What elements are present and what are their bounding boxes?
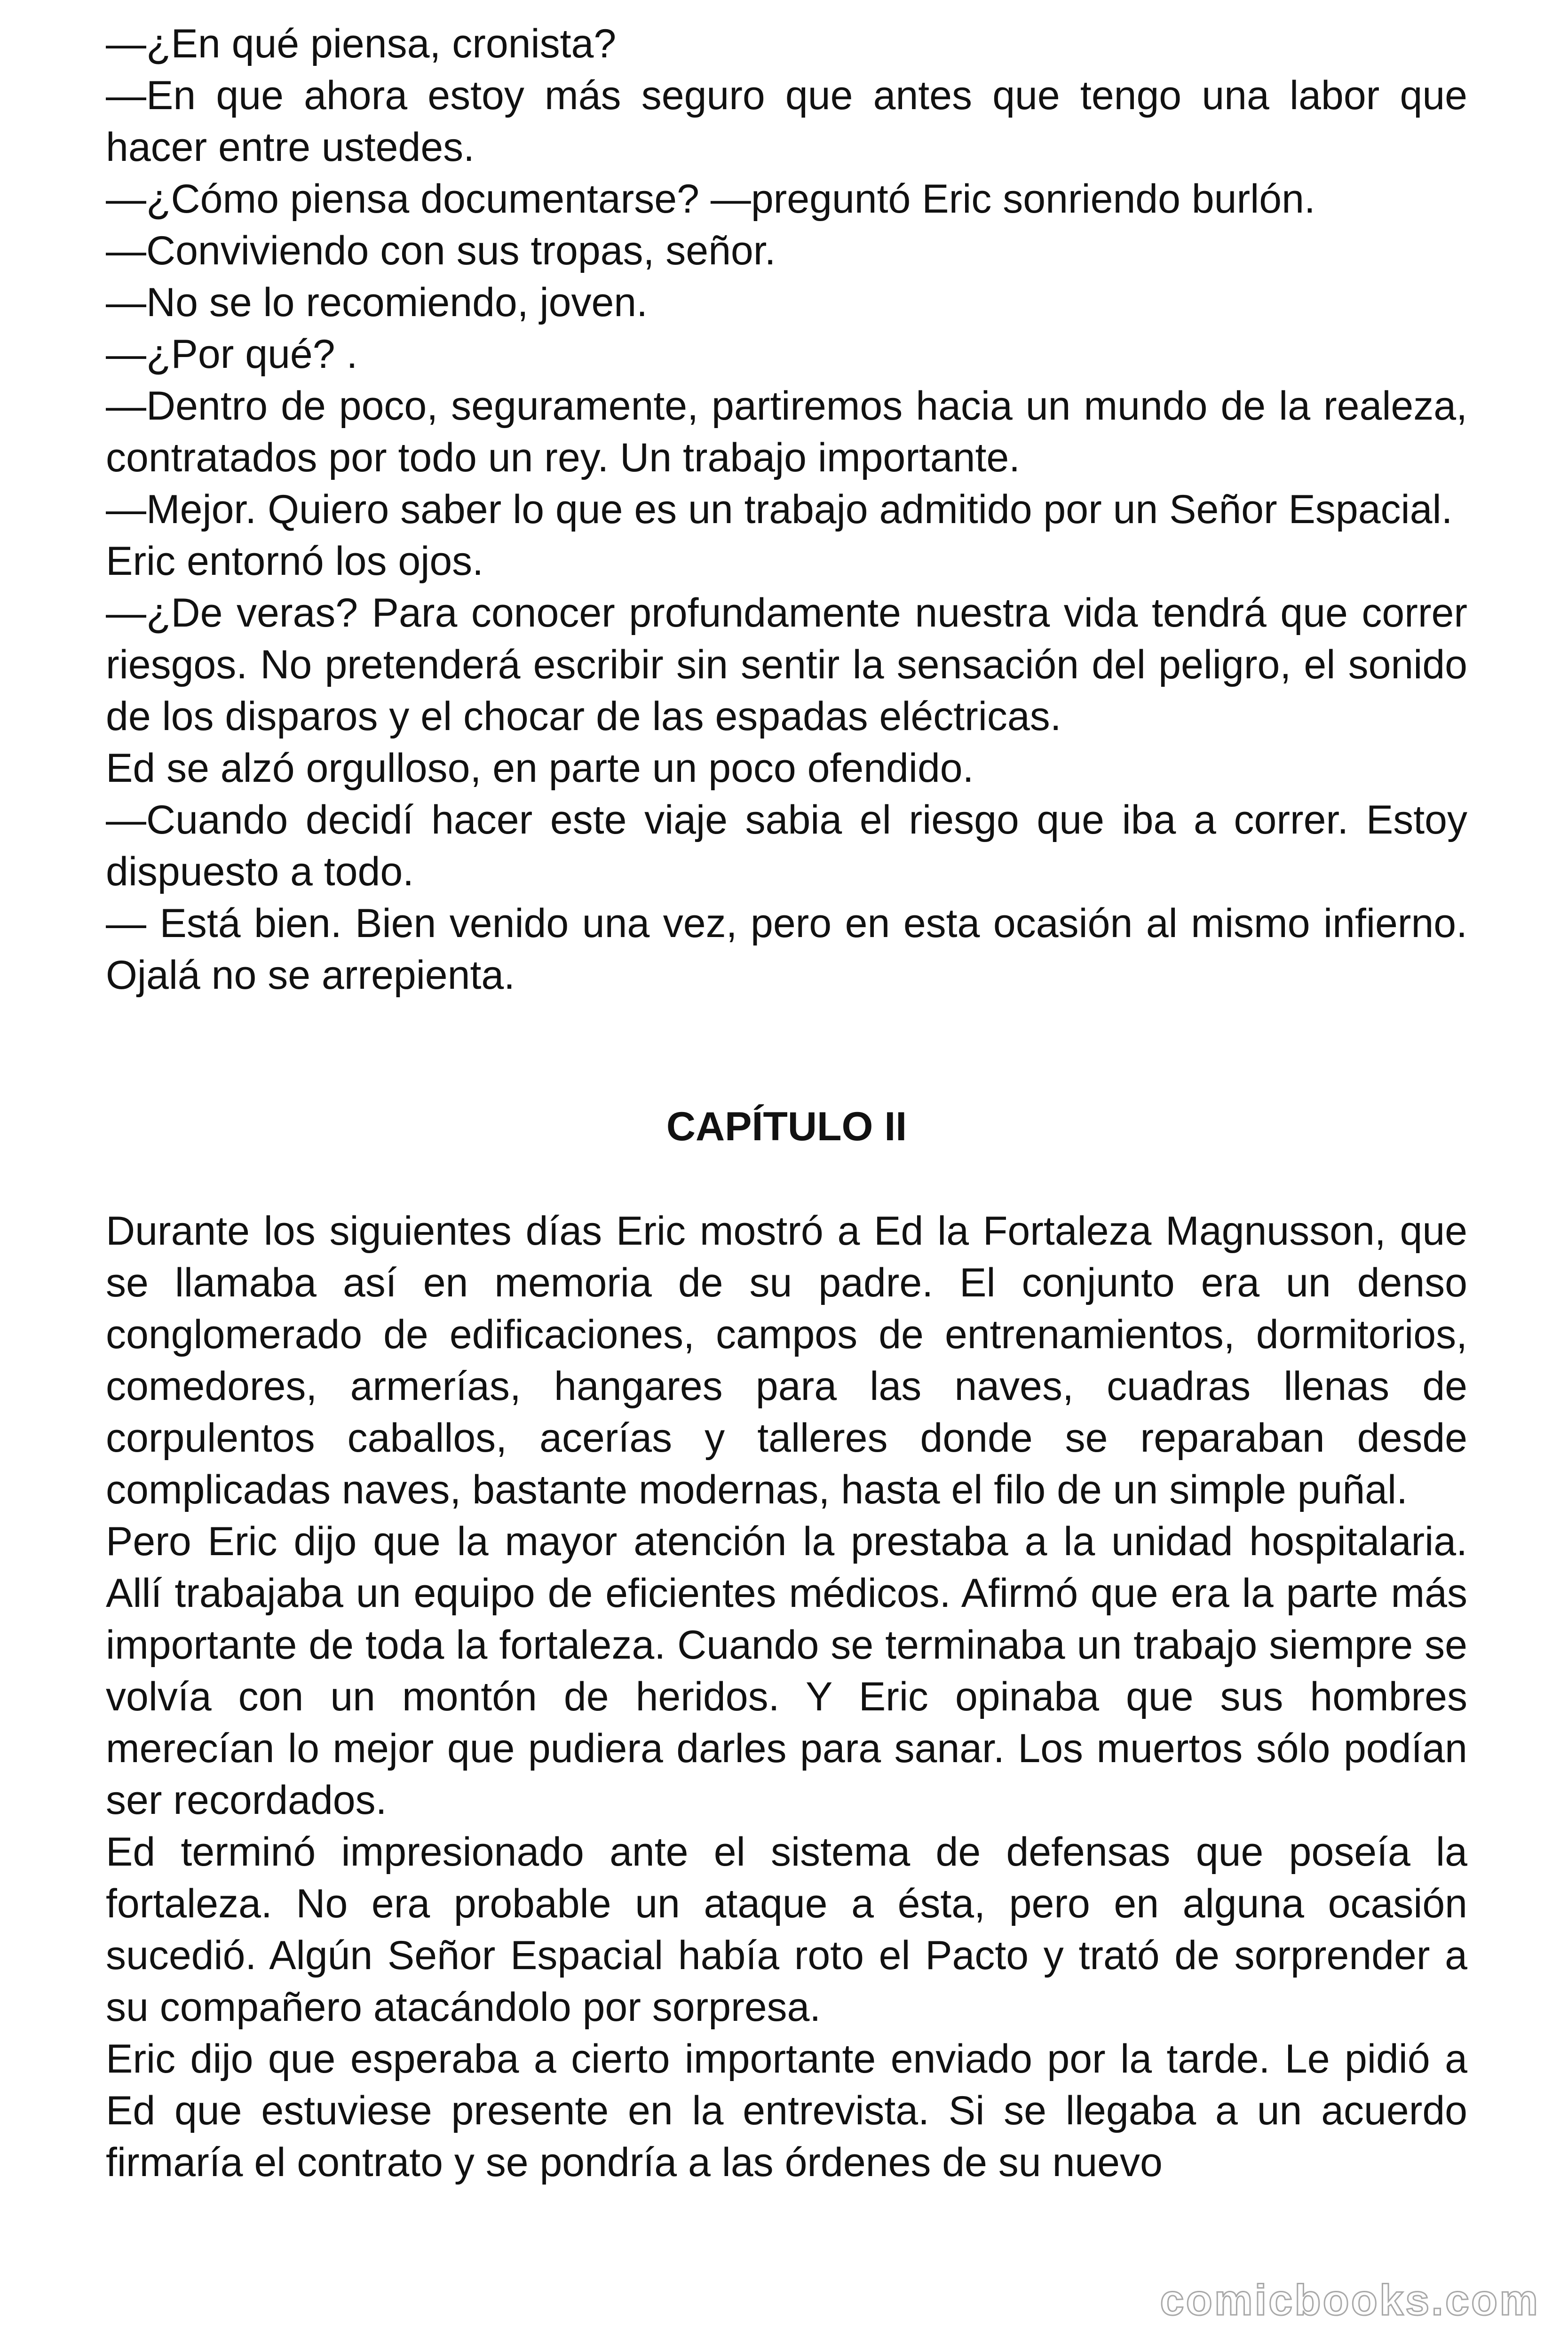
dialogue-line: —¿En qué piensa, cronista? [106, 21, 617, 66]
chapter-body [106, 1205, 1467, 2188]
chapter-heading: CAPÍTULO II [666, 1104, 907, 1149]
dialogue-line: Eric entornó los ojos. [106, 539, 484, 584]
dialogue-line: —¿Cómo piensa documentarse? —preguntó Eric sonriendo burlón. [106, 176, 1315, 222]
chapter-paragraph: Ed terminó impresionado ante el sistema de defensas que poseía la fortaleza. No era probable un ataque a ésta, pero en alguna ocasión sucedió. Algún Señor Espacial había roto el Pacto y trató de sorprender a su compañero atacándolo por sorpresa. [106, 1829, 1467, 2030]
dialogue-line: —Conviviendo con sus tropas, señor. [106, 228, 776, 273]
chapter-paragraph: Pero Eric dijo que la mayor atención la prestaba a la unidad hospitalaria. Allí trabajaba un equipo de eficientes médicos. Afirmó que era la parte más importante de toda la fortaleza. Cuando se terminaba un trabajo siempre se volvía con un montón de heridos. Y Eric opinaba que sus hombres merecían lo mejor que pudiera darles para sanar. Los muertos sólo podían ser recordados. [106, 1519, 1467, 1823]
dialogue-line: —Cuando decidí hacer este viaje sabia el riesgo que iba a correr. Estoy dispuesto a todo. [106, 797, 1467, 894]
chapter-paragraph: Durante los siguientes días Eric mostró a Ed la Fortaleza Magnusson, que se llamaba así en memoria de su padre. El conjunto era un denso conglomerado de edificaciones, campos de entrenamientos, dormitorios, comedores, armerías, hangares para las naves, cuadras llenas de corpulentos caballos, acerías y talleres donde se reparaban desde complicadas naves, bastante modernas, hasta el filo de un simple puñal. [106, 1208, 1467, 1512]
dialogue-line: Ed se alzó orgulloso, en parte un poco ofendido. [106, 746, 974, 791]
dialogue-line: —Mejor. Quiero saber lo que es un trabajo admitido por un Señor Espacial. [106, 487, 1453, 532]
dialogue-line: —¿Por qué? . [106, 332, 358, 377]
dialogue-line: —¿De veras? Para conocer profundamente nuestra vida tendrá que correr riesgos. No pretenderá escribir sin sentir la sensación del peligro, el sonido de los disparos y el chocar de las espadas eléctricas. [106, 590, 1467, 739]
site-watermark: comicbooks.com [1160, 2276, 1540, 2324]
dialogue-section [106, 18, 1467, 1001]
dialogue-line: — Está bien. Bien venido una vez, pero en esta ocasión al mismo infierno. Ojalá no se arrepienta. [106, 901, 1467, 998]
dialogue-line: —Dentro de poco, seguramente, partiremos hacia un mundo de la realeza, contratados por todo un rey. Un trabajo importante. [106, 383, 1467, 480]
chapter-paragraph: Eric dijo que esperaba a cierto importante enviado por la tarde. Le pidió a Ed que estuviese presente en la entrevista. Si se llegaba a un acuerdo firmaría el contrato y se pondría a las órdenes de su nuevo [106, 2036, 1467, 2185]
page-body [106, 18, 1467, 2188]
dialogue-line: —En que ahora estoy más seguro que antes que tengo una labor que hacer entre ustedes. [106, 73, 1467, 170]
dialogue-line: —No se lo recomiendo, joven. [106, 280, 648, 325]
